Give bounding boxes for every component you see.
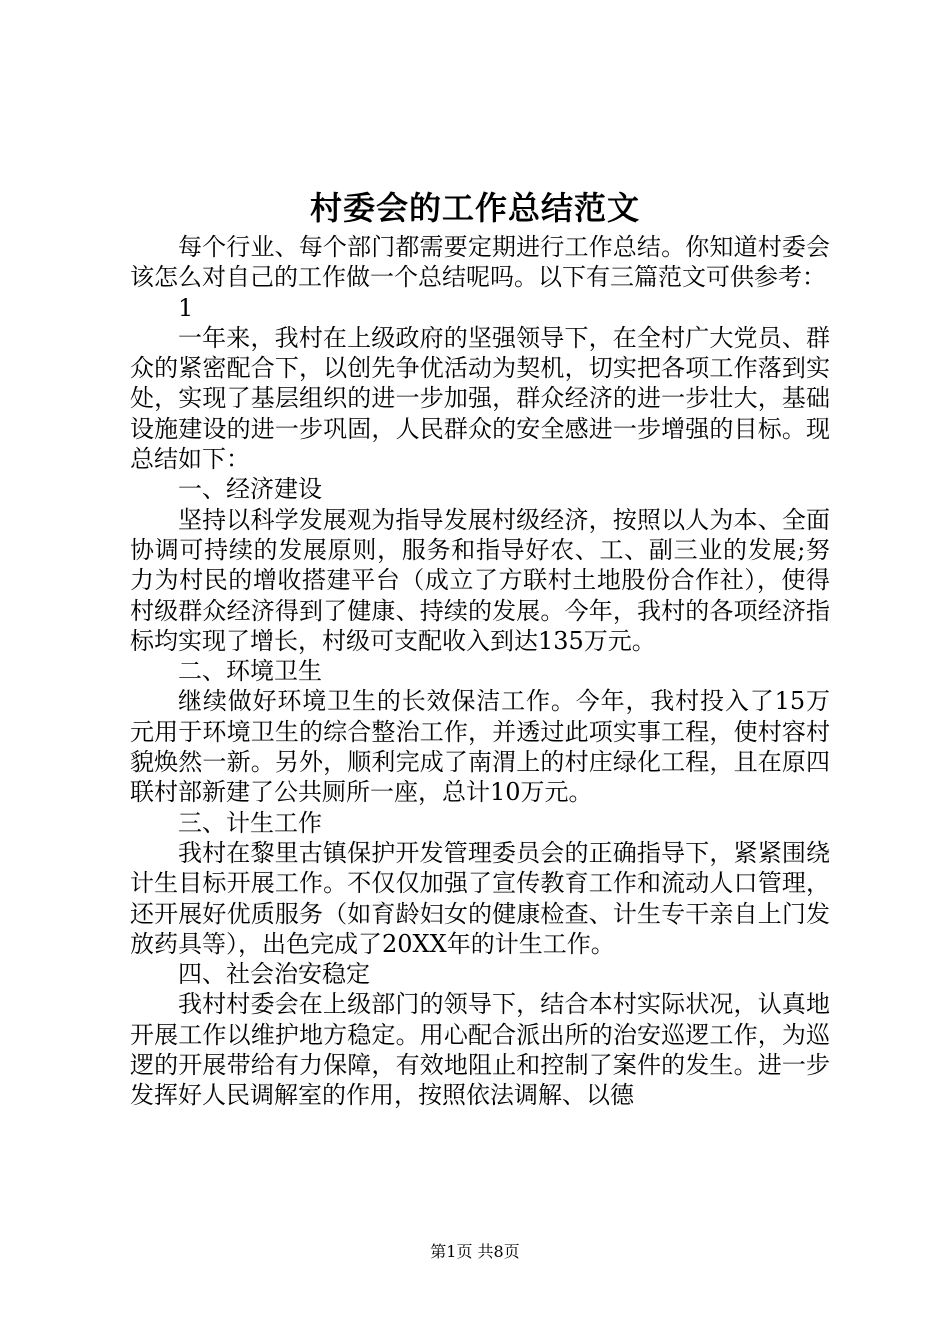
document-body — [130, 232, 830, 1111]
public-security-paragraph: 我村村委会在上级部门的领导下，结合本村实际状况，认真地开展工作以维护地方稳定。用心配合派出所的治安巡逻工作，为巡逻的开展带给有力保障，有效地阻止和控制了案件的发生。进一步发挥好人民调解室的作用，按照依法调解、以德 — [130, 990, 830, 1110]
document-title: 村委会的工作总结范文 — [309, 189, 640, 227]
environment-paragraph: 继续做好环境卫生的长效保洁工作。今年，我村投入了15万元用于环境卫生的综合整治工作，并透过此项实事工程，使村容村貌焕然一新。另外，顺利完成了南渭上的村庄绿化工程，且在原四联村部新建了公共厕所一座，总计10万元。 — [130, 687, 830, 807]
page-footer: 第1页 共8页 — [430, 1242, 520, 1261]
section-heading-family-planning: 三、计生工作 — [178, 808, 322, 837]
section-heading-environment: 二、环境卫生 — [178, 657, 322, 686]
economy-paragraph: 坚持以科学发展观为指导发展村级经济，按照以人为本、全面协调可持续的发展原则，服务和指导好农、工、副三业的发展;努力为村民的增收搭建平台（成立了方联村土地股份合作社），使得村级群众经济得到了健康、持续的发展。今年，我村的各项经济指标均实现了增长，村级可支配收入到达135万元。 — [130, 505, 830, 655]
section-heading-economy: 一、经济建设 — [178, 475, 322, 504]
section-number: 1 — [178, 293, 194, 322]
intro-paragraph: 每个行业、每个部门都需要定期进行工作总结。你知道村委会该怎么对自己的工作做一个总结呢吗。以下有三篇范文可供参考： — [130, 233, 830, 292]
section-heading-public-security: 四、社会治安稳定 — [178, 960, 370, 989]
family-planning-paragraph: 我村在黎里古镇保护开发管理委员会的正确指导下，紧紧围绕计生目标开展工作。不仅仅加强了宣传教育工作和流动人口管理，还开展好优质服务（如育龄妇女的健康检查、计生专干亲自上门发放药具等），出色完成了20XX年的计生工作。 — [130, 838, 830, 958]
summary-paragraph: 一年来，我村在上级政府的坚强领导下，在全村广大党员、群众的紧密配合下，以创先争优活动为契机，切实把各项工作落到实处，实现了基层组织的进一步加强，群众经济的进一步壮大，基础设施建设的进一步巩固，人民群众的安全感进一步增强的目标。现总结如下： — [130, 323, 830, 474]
